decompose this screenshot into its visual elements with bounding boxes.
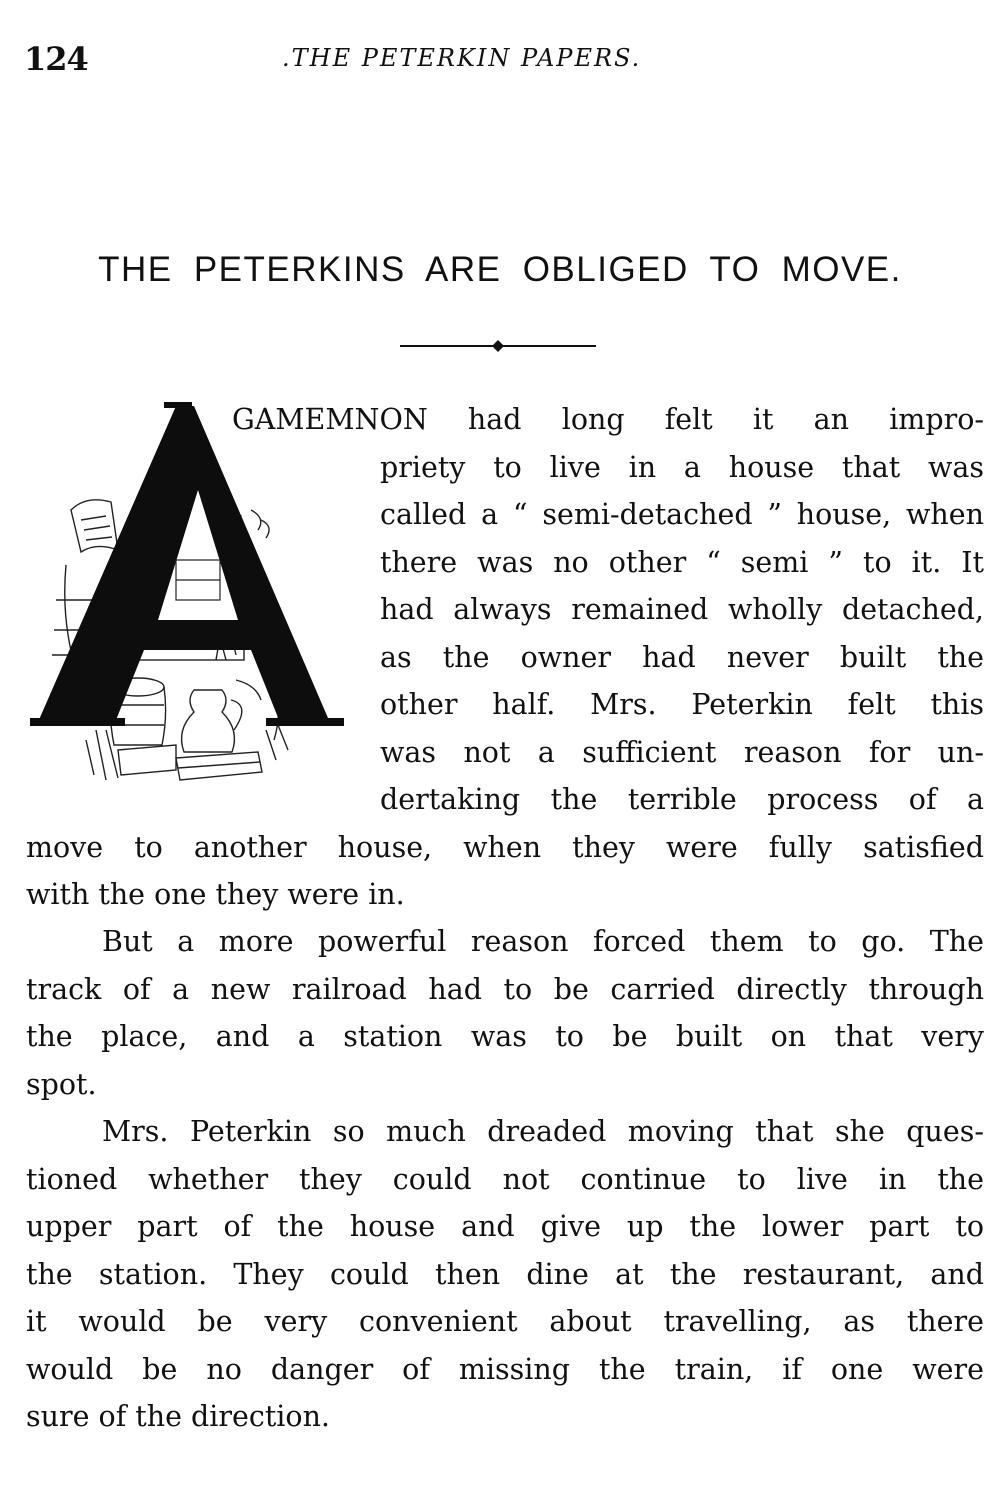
text-line: dertaking the terrible process of a xyxy=(380,783,984,816)
text-line: it would be very convenient about travelling, as there xyxy=(26,1305,984,1338)
text-line: had always remained wholly detached, xyxy=(380,593,984,626)
text-line: the place, and a station was to be built on that very xyxy=(26,1020,984,1053)
text-line: was not a sufficient reason for un- xyxy=(380,735,984,769)
text-line: sure of the direction. xyxy=(26,1400,330,1433)
text-line: tioned whether they could not continue to live in the xyxy=(26,1162,984,1196)
text-line: the station. They could then dine at the restaurant, and xyxy=(26,1257,984,1291)
page-number: 124 xyxy=(24,40,88,78)
text-line: priety to live in a house that was xyxy=(380,450,984,484)
text-line: move to another house, when they were fully satisfied xyxy=(26,830,984,864)
text-line: track of a new railroad had to be carried directly through xyxy=(26,972,984,1006)
chapter-title: THE PETERKINS ARE OBLIGED TO MOVE. xyxy=(98,250,902,289)
text-line: with the one they were in. xyxy=(26,878,405,911)
text-line: as the owner had never built the xyxy=(380,640,984,674)
text-line: there was no other “ semi ” to it. It xyxy=(380,545,984,579)
title-ornament-divider xyxy=(400,338,596,354)
text-line: GAMEMNON had long felt it an impro- xyxy=(232,403,984,436)
running-head xyxy=(0,40,1000,80)
text-line: Mrs. Peterkin so much dreaded moving that she ques- xyxy=(102,1115,984,1148)
running-title: .THE PETERKIN PAPERS. xyxy=(282,44,642,72)
paragraph-1 xyxy=(26,396,984,919)
text-line: spot. xyxy=(26,1067,97,1101)
text-line: But a more powerful reason forced them to go. The xyxy=(102,925,984,958)
paragraphs-2-3 xyxy=(26,918,984,1441)
text-line: called a “ semi-detached ” house, when xyxy=(380,498,984,531)
text-line: upper part of the house and give up the lower part to xyxy=(26,1210,984,1243)
text-line: other half. Mrs. Peterkin felt this xyxy=(380,688,984,721)
text-line: would be no danger of missing the train, if one were xyxy=(26,1352,984,1386)
